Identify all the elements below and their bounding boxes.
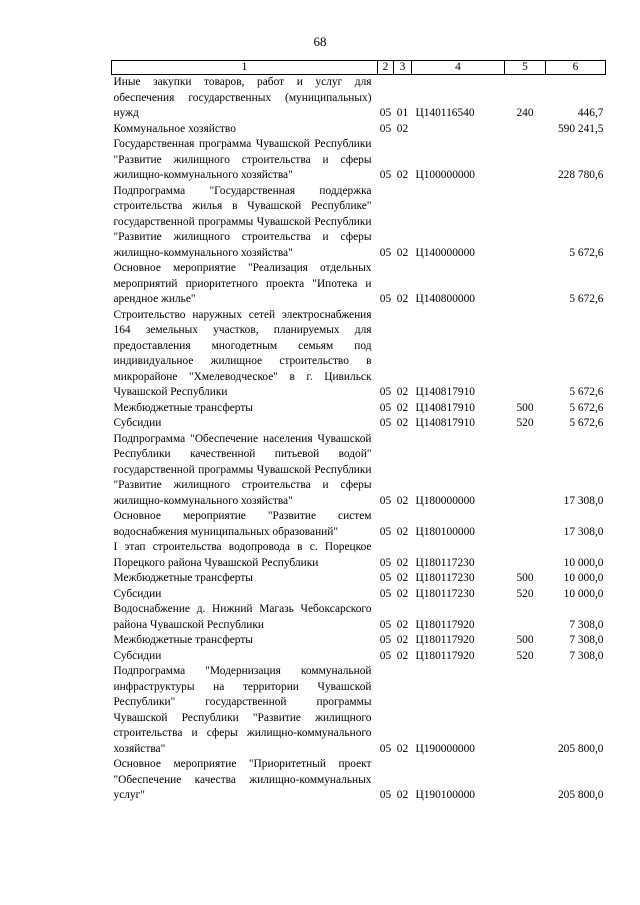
- table-row: [112, 137, 606, 184]
- row-expense-type: 520: [516, 649, 534, 662]
- row-amount: 228 780,6: [557, 169, 604, 181]
- row-target-code: Ц140817910: [415, 401, 475, 414]
- row-amount: 7 308,0: [569, 649, 604, 662]
- row-name: Государственная программа Чувашской Республики "Развитие жилищного строительства и сферы жилищно-коммунального хозяйства": [113, 138, 372, 181]
- table-row: [112, 416, 606, 432]
- table-row: [112, 602, 606, 633]
- row-name: Коммунальное хозяйство: [113, 122, 236, 135]
- row-target-code: Ц180117920: [415, 649, 475, 662]
- row-name: Водоснабжение д. Нижний Магазь Чебоксарского района Чувашской Республики: [113, 603, 372, 631]
- row-target-code: Ц180117920: [415, 634, 475, 646]
- table-row: [112, 757, 606, 804]
- row-subsection: 02: [396, 556, 409, 569]
- budget-table: [111, 60, 606, 804]
- table-row: [112, 649, 606, 665]
- row-subsection: 02: [396, 494, 409, 507]
- row-subsection: 02: [396, 293, 409, 305]
- column-header-2: 2: [378, 61, 394, 75]
- row-section: 05: [379, 525, 392, 538]
- column-header-1: 1: [112, 61, 378, 75]
- row-name: Подпрограмма "Модернизация коммунальной инфраструктуры на территории Чувашской Республики" государственной программы Чувашской Республики "Развитие жилищного строительства и сферы жилищно-коммунального хозяйства": [113, 665, 372, 755]
- row-subsection: 02: [396, 649, 409, 662]
- row-amount: 5 672,6: [569, 293, 604, 305]
- row-name: Основное мероприятие "Приоритетный проект "Обеспечение качества жилищно-коммунальных услуг": [113, 758, 372, 801]
- table-row: [112, 184, 606, 262]
- row-amount: 5 672,6: [569, 417, 604, 429]
- row-section: 05: [379, 789, 392, 801]
- row-target-code: Ц190000000: [415, 742, 475, 755]
- table-row: [112, 509, 606, 540]
- row-subsection: 02: [396, 587, 409, 600]
- row-subsection: 02: [396, 634, 409, 646]
- row-name: Подпрограмма "Государственная поддержка строительства жилья в Чувашской Республике" государственной программы Чувашской Республики "Развитие жилищного строительства и сферы жилищно-коммунального хозяйства": [113, 184, 372, 259]
- row-name: Иные закупки товаров, работ и услуг для обеспечения государственных (муниципальных) нужд: [113, 76, 372, 119]
- row-amount: 10 000,0: [563, 587, 604, 600]
- row-amount: 5 672,6: [569, 401, 604, 414]
- row-section: 05: [379, 634, 392, 646]
- table-row: [112, 571, 606, 587]
- table-row: [112, 401, 606, 417]
- table-row: [112, 664, 606, 757]
- row-section: 05: [379, 107, 392, 119]
- row-expense-type: [505, 184, 546, 262]
- row-target-code: Ц180000000: [415, 494, 475, 507]
- row-expense-type: [505, 261, 546, 308]
- row-expense-type: [505, 432, 546, 510]
- table-row: [112, 308, 606, 401]
- column-header-6: 6: [546, 61, 606, 75]
- row-section: 05: [379, 649, 392, 662]
- page-number: 68: [313, 34, 327, 49]
- row-amount: 5 672,6: [569, 386, 604, 398]
- row-subsection: 02: [396, 246, 409, 259]
- row-name: Межбюджетные трансферты: [113, 401, 253, 414]
- column-header-3: 3: [394, 61, 412, 75]
- row-section: 05: [379, 169, 392, 181]
- row-expense-type: 500: [516, 634, 534, 646]
- row-amount: 10 000,0: [563, 556, 604, 569]
- row-name: Субсидии: [113, 417, 162, 429]
- row-name: I этап строительства водопровода в с. Порецкое Порецкого района Чувашской Республики: [113, 541, 372, 569]
- table-row: [112, 432, 606, 510]
- row-expense-type: [505, 664, 546, 757]
- row-amount: 17 308,0: [563, 525, 604, 538]
- row-name: Строительство наружных сетей электроснабжения 164 земельных участков, планируемых для предоставления многодетным семьям под индивидуальное жилищное строительство в микрорайоне "Хмелеводческое" в г. Цивильск Чувашской Республики: [113, 308, 372, 398]
- row-section: 05: [379, 401, 392, 414]
- row-section: 05: [379, 618, 392, 631]
- row-expense-type: [505, 137, 546, 184]
- row-target-code: Ц180100000: [415, 525, 475, 538]
- row-target-code: Ц140000000: [415, 246, 475, 259]
- column-header-4: 4: [412, 61, 505, 75]
- row-section: 05: [379, 386, 392, 398]
- table-row: [112, 122, 606, 138]
- row-amount: 205 800,0: [557, 789, 604, 801]
- table-row: [112, 261, 606, 308]
- row-name: Субсидии: [113, 587, 162, 600]
- row-section: 05: [379, 122, 392, 135]
- row-subsection: 02: [396, 169, 409, 181]
- row-expense-type: 500: [516, 401, 534, 414]
- row-subsection: 02: [396, 525, 409, 538]
- table-row: [112, 540, 606, 571]
- row-subsection: 02: [396, 122, 409, 135]
- column-number-row: [112, 61, 606, 75]
- row-target-code: Ц180117230: [415, 572, 475, 584]
- row-amount: 10 000,0: [563, 572, 604, 584]
- row-section: 05: [379, 572, 392, 584]
- row-amount: 446,7: [577, 107, 604, 119]
- row-amount: 17 308,0: [563, 494, 604, 507]
- row-subsection: 02: [396, 789, 409, 801]
- row-name: Основное мероприятие "Развитие систем водоснабжения муниципальных образований": [113, 510, 372, 538]
- row-expense-type: 520: [516, 417, 534, 429]
- row-target-code: [412, 122, 505, 138]
- row-target-code: Ц190100000: [415, 789, 475, 801]
- row-expense-type: [505, 757, 546, 804]
- row-section: 05: [379, 293, 392, 305]
- row-target-code: Ц140817910: [415, 417, 475, 429]
- row-target-code: Ц100000000: [415, 169, 475, 181]
- row-expense-type: [505, 602, 546, 633]
- row-subsection: 01: [396, 107, 409, 119]
- row-section: 05: [379, 494, 392, 507]
- table-row: [112, 75, 606, 122]
- row-name: Субсидии: [113, 649, 162, 662]
- row-name: Межбюджетные трансферты: [113, 572, 253, 584]
- row-amount: 7 308,0: [569, 634, 604, 646]
- row-target-code: Ц180117920: [415, 618, 475, 631]
- table-row: [112, 587, 606, 603]
- row-name: Основное мероприятие "Реализация отдельных мероприятий приоритетного проекта "Ипотека и арендное жилье": [113, 262, 372, 305]
- row-section: 05: [379, 742, 392, 755]
- row-section: 05: [379, 417, 392, 429]
- row-name: Межбюджетные трансферты: [113, 634, 253, 646]
- column-header-5: 5: [505, 61, 546, 75]
- table-body: [112, 75, 606, 804]
- row-expense-type: [505, 509, 546, 540]
- row-section: 05: [379, 556, 392, 569]
- row-section: 05: [379, 246, 392, 259]
- row-subsection: 02: [396, 618, 409, 631]
- row-subsection: 02: [396, 572, 409, 584]
- row-target-code: Ц140817910: [415, 386, 475, 398]
- row-amount: 7 308,0: [569, 618, 604, 631]
- row-target-code: Ц180117230: [415, 556, 475, 569]
- row-target-code: Ц180117230: [415, 587, 475, 600]
- row-subsection: 02: [396, 742, 409, 755]
- row-section: 05: [379, 587, 392, 600]
- row-target-code: Ц140800000: [415, 293, 475, 305]
- row-expense-type: [505, 308, 546, 401]
- row-subsection: 02: [396, 401, 409, 414]
- row-name: Подпрограмма "Обеспечение населения Чувашской Республики качественной питьевой водой" государственной программы Чувашской Республики "Развитие жилищного строительства и сферы жилищно-коммунального хозяйства": [113, 432, 372, 507]
- row-subsection: 02: [396, 386, 409, 398]
- row-target-code: Ц140116540: [415, 107, 475, 119]
- row-amount: 590 241,5: [557, 122, 604, 135]
- row-amount: 5 672,6: [569, 246, 604, 259]
- table-row: [112, 633, 606, 649]
- row-expense-type: 520: [516, 587, 534, 600]
- row-subsection: 02: [396, 417, 409, 429]
- row-expense-type: [505, 540, 546, 571]
- row-amount: 205 800,0: [557, 742, 604, 755]
- row-expense-type: [505, 122, 546, 138]
- row-expense-type: 500: [516, 572, 534, 584]
- row-expense-type: 240: [516, 107, 534, 119]
